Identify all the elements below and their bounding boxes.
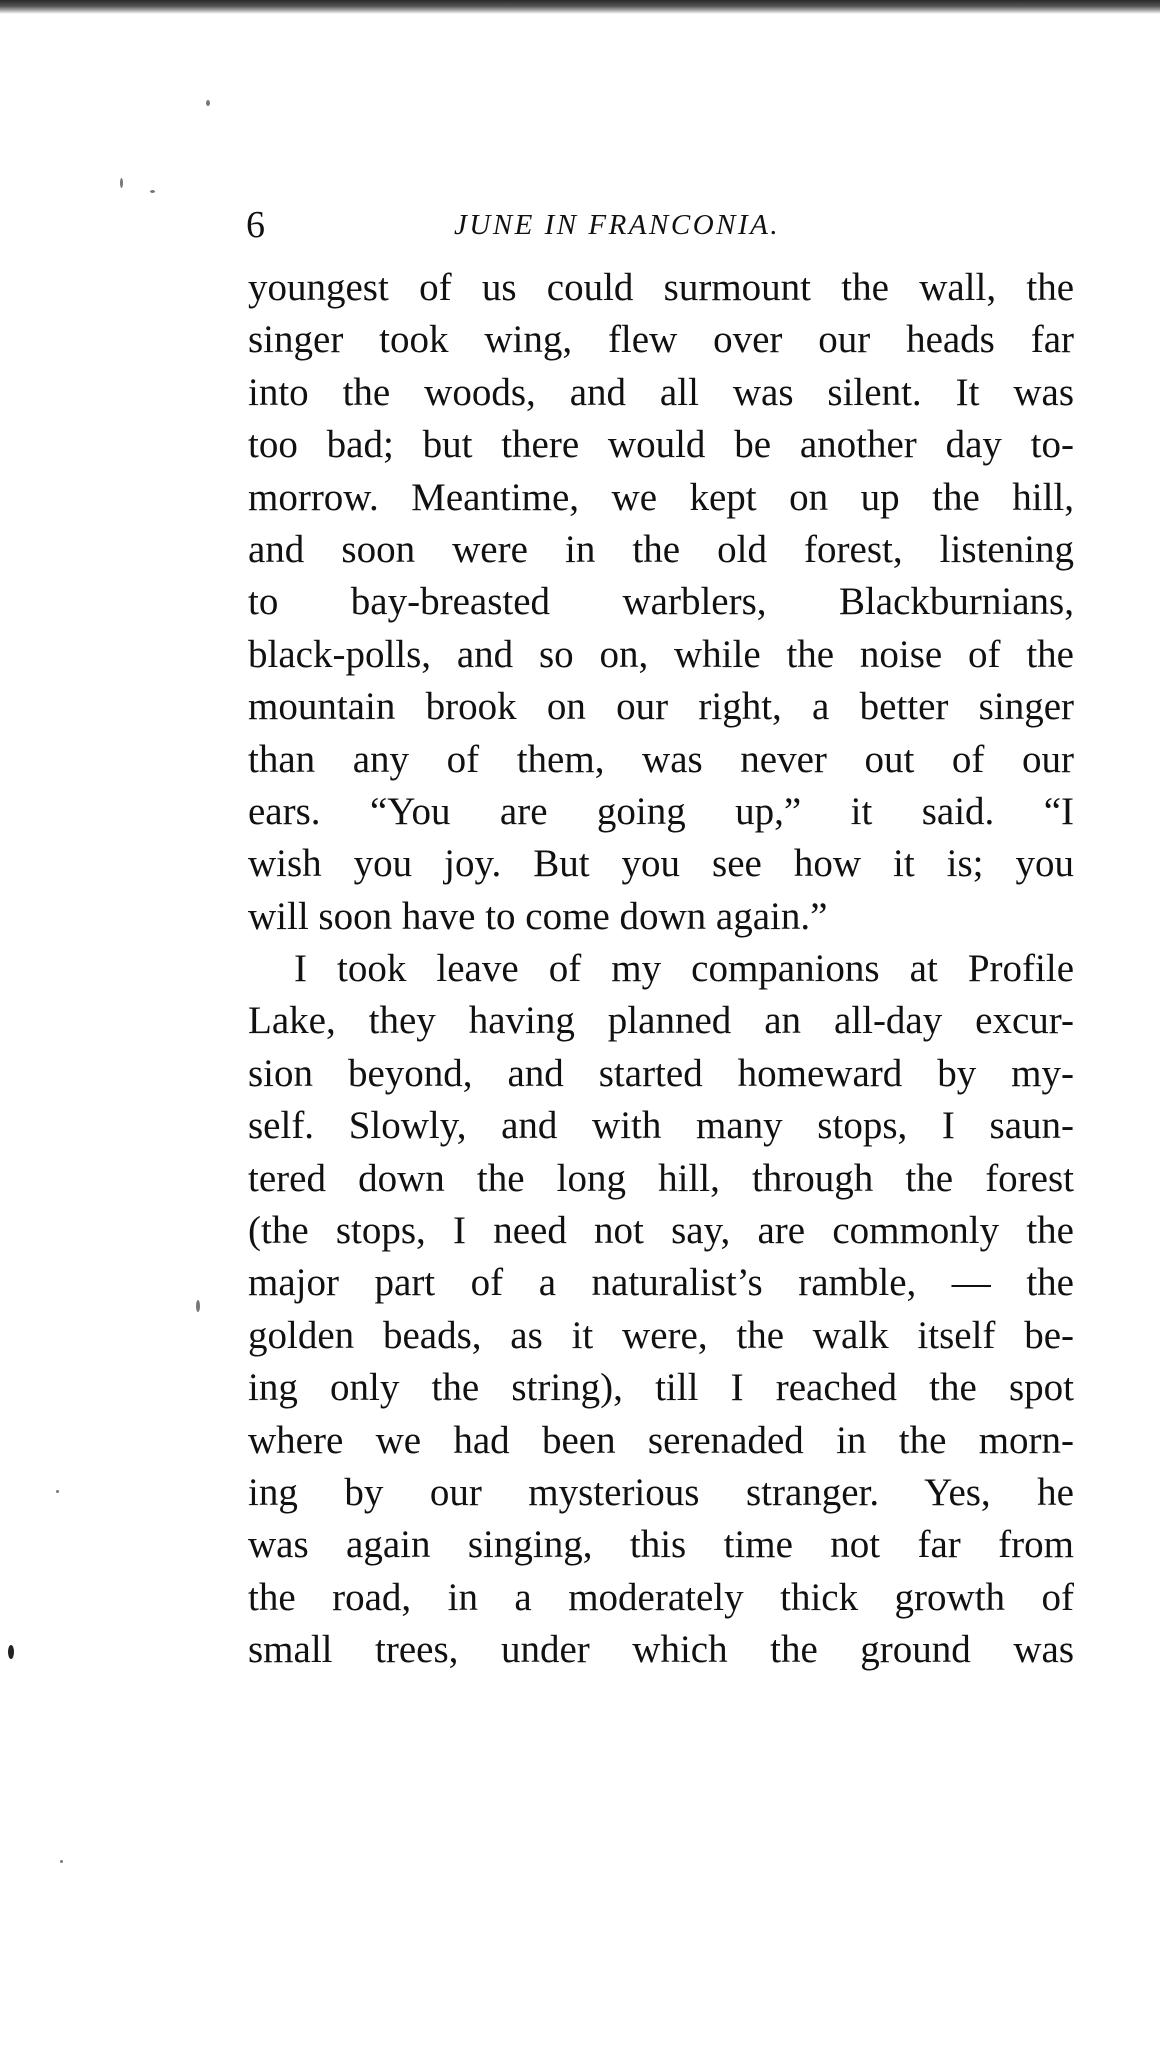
body-text — [248, 262, 1074, 1677]
text-line: I took leave of my companions at Profile — [294, 947, 1074, 991]
page-number: 6 — [246, 204, 265, 246]
paragraph-2 — [248, 943, 1074, 1676]
text-line: into the woods, and all was silent. It was — [248, 370, 1074, 414]
text-line: (the stops, I need not say, are commonly the — [248, 1209, 1074, 1253]
scan-speck — [56, 1490, 59, 1493]
text-line: ing by our mysterious stranger. Yes, he — [248, 1470, 1074, 1514]
text-line: than any of them, was never out of our — [248, 737, 1074, 781]
scan-speck — [150, 190, 155, 193]
scan-speck — [206, 100, 210, 106]
text-line: too bad; but there would be another day to- — [248, 423, 1074, 467]
text-line: ing only the string), till I reached the spot — [248, 1366, 1074, 1410]
text-line: mountain brook on our right, a better singer — [248, 685, 1074, 729]
scan-speck — [120, 178, 123, 188]
text-line: golden beads, as it were, the walk itself be- — [248, 1313, 1074, 1357]
text-line: morrow. Meantime, we kept on up the hill, — [248, 475, 1074, 519]
text-line: wish you joy. But you see how it is; you — [248, 842, 1074, 886]
text-line: black-polls, and so on, while the noise of the — [248, 632, 1074, 676]
text-line: will soon have to come down again.” — [248, 894, 828, 938]
text-line: small trees, under which the ground was — [248, 1628, 1074, 1672]
page-header — [246, 200, 886, 250]
text-line: major part of a naturalist’s ramble, — the — [248, 1261, 1074, 1305]
text-line: to bay-breasted warblers, Blackburnians, — [248, 580, 1074, 624]
paragraph-1 — [248, 262, 1074, 943]
text-line: and soon were in the old forest, listening — [248, 527, 1074, 571]
text-line: ears. “You are going up,” it said. “I — [248, 789, 1074, 833]
text-line: tered down the long hill, through the forest — [248, 1156, 1074, 1200]
page-top-edge-shadow — [0, 0, 1160, 14]
text-line: self. Slowly, and with many stops, I saun- — [248, 1104, 1074, 1148]
text-line: singer took wing, flew over our heads far — [248, 318, 1074, 362]
text-line: Lake, they having planned an all-day excur- — [248, 999, 1074, 1043]
text-line: where we had been serenaded in the morn- — [248, 1418, 1074, 1462]
text-line: was again singing, this time not far from — [248, 1523, 1074, 1567]
text-line: youngest of us could surmount the wall, the — [248, 266, 1074, 309]
scan-speck — [8, 1645, 14, 1659]
scan-speck — [196, 1300, 200, 1312]
running-title: JUNE IN FRANCONIA. — [454, 209, 781, 241]
scan-speck — [60, 1860, 63, 1863]
text-line: sion beyond, and started homeward by my- — [248, 1051, 1074, 1095]
text-line: the road, in a moderately thick growth of — [248, 1575, 1074, 1619]
